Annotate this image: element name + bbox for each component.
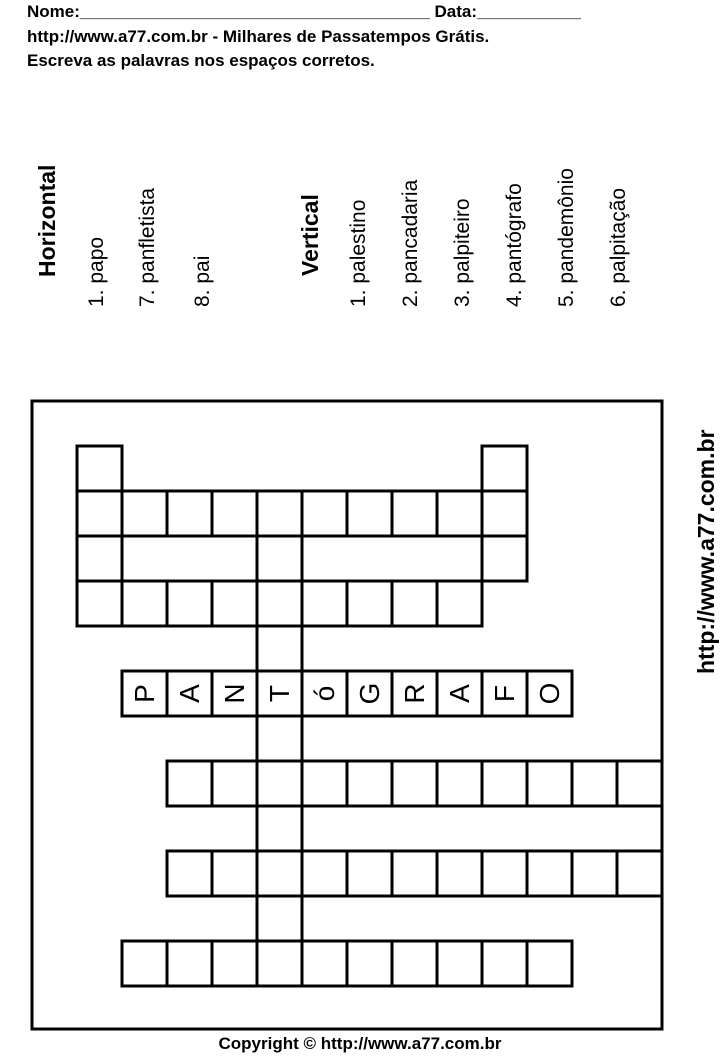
grid-cell[interactable]: [347, 491, 392, 536]
grid-cell[interactable]: [122, 581, 167, 626]
grid-cell[interactable]: [572, 761, 617, 806]
grid-cell[interactable]: [257, 716, 302, 761]
grid-cell[interactable]: [167, 761, 212, 806]
grid-cell[interactable]: [482, 851, 527, 896]
instructions: Escreva as palavras nos espaços corretos.: [27, 51, 375, 70]
name-label: Nome:: [27, 2, 80, 21]
grid-cell[interactable]: [212, 851, 257, 896]
grid-cell[interactable]: [527, 761, 572, 806]
grid-cell[interactable]: [572, 851, 617, 896]
grid-cell[interactable]: [257, 941, 302, 986]
grid-cell[interactable]: [212, 581, 257, 626]
grid-cell[interactable]: [482, 761, 527, 806]
grid-cell[interactable]: [122, 491, 167, 536]
grid-cell[interactable]: [167, 581, 212, 626]
grid-cell[interactable]: [302, 491, 347, 536]
grid-cell[interactable]: [257, 896, 302, 941]
grid-cell[interactable]: [392, 491, 437, 536]
grid-cell[interactable]: [437, 491, 482, 536]
grid-cell[interactable]: [212, 491, 257, 536]
given-letter: A: [444, 684, 475, 703]
grid-cell[interactable]: [302, 851, 347, 896]
given-letter: A: [174, 684, 205, 703]
grid-cell[interactable]: [77, 491, 122, 536]
grid-cell[interactable]: [167, 491, 212, 536]
grid-cell[interactable]: [527, 941, 572, 986]
given-letter: N: [219, 683, 250, 704]
grid-cell[interactable]: [347, 581, 392, 626]
grid-cell[interactable]: [437, 941, 482, 986]
grid-cell[interactable]: [167, 851, 212, 896]
grid-cell[interactable]: [302, 941, 347, 986]
grid-cell[interactable]: [302, 761, 347, 806]
given-letter: F: [489, 684, 520, 703]
grid-cell[interactable]: [77, 446, 122, 491]
grid-cell[interactable]: [257, 626, 302, 671]
grid-cell[interactable]: [302, 581, 347, 626]
horizontal-heading: Horizontal: [34, 164, 60, 277]
grid-cell[interactable]: [437, 581, 482, 626]
grid-cell[interactable]: [257, 761, 302, 806]
copyright: Copyright © http://www.a77.com.br: [218, 1034, 502, 1053]
name-blank[interactable]: _____________________________________: [79, 2, 430, 21]
grid-cell[interactable]: [167, 941, 212, 986]
grid-cell[interactable]: [437, 761, 482, 806]
clue-horizontal-8: 8. pai: [191, 255, 214, 307]
clue-horizontal-1: 1. papo: [85, 236, 108, 307]
clue-vertical-1: 1. palestino: [347, 199, 370, 307]
grid-cell[interactable]: [617, 761, 662, 806]
given-letter: O: [534, 682, 565, 705]
grid-cell[interactable]: [482, 446, 527, 491]
given-letter: T: [264, 684, 295, 703]
given-letter: G: [354, 682, 385, 705]
grid-cell[interactable]: [347, 941, 392, 986]
grid-cell[interactable]: [527, 851, 572, 896]
given-letter: ó: [309, 685, 340, 702]
grid-cell[interactable]: [482, 536, 527, 581]
clue-horizontal-7: 7. panfletista: [136, 187, 159, 307]
grid-cell[interactable]: [392, 581, 437, 626]
grid-cell[interactable]: [257, 536, 302, 581]
given-letter: R: [399, 683, 430, 704]
clue-vertical-6: 6. palpitação: [607, 187, 630, 307]
grid-cell[interactable]: [257, 851, 302, 896]
site-subtitle: http://www.a77.com.br - Milhares de Passatempos Grátis.: [27, 27, 490, 46]
side-url: http://www.a77.com.br: [693, 429, 719, 674]
clue-vertical-3: 3. palpiteiro: [451, 198, 474, 307]
date-label: Data:: [434, 2, 477, 21]
clue-vertical-5: 5. pandemônio: [555, 168, 578, 307]
grid-cell[interactable]: [77, 581, 122, 626]
grid-cell[interactable]: [212, 941, 257, 986]
grid-cell[interactable]: [347, 851, 392, 896]
grid-cell[interactable]: [437, 851, 482, 896]
grid-cell[interactable]: [392, 941, 437, 986]
grid-cell[interactable]: [257, 581, 302, 626]
grid-cell[interactable]: [482, 491, 527, 536]
grid-cells: [77, 446, 662, 986]
grid-cell[interactable]: [257, 491, 302, 536]
grid-cell[interactable]: [392, 851, 437, 896]
clue-vertical-2: 2. pancadaria: [399, 179, 422, 307]
grid-cell[interactable]: [482, 941, 527, 986]
clue-vertical-4: 4. pantógrafo: [503, 183, 526, 307]
vertical-heading: Vertical: [297, 194, 323, 276]
grid-cell[interactable]: [617, 851, 662, 896]
grid-cell[interactable]: [392, 761, 437, 806]
date-blank[interactable]: ___________: [476, 2, 581, 21]
grid-cell[interactable]: [257, 806, 302, 851]
grid-cell[interactable]: [212, 761, 257, 806]
given-letter: P: [129, 684, 160, 703]
grid-cell[interactable]: [77, 536, 122, 581]
grid-cell[interactable]: [347, 761, 392, 806]
grid-cell[interactable]: [122, 941, 167, 986]
